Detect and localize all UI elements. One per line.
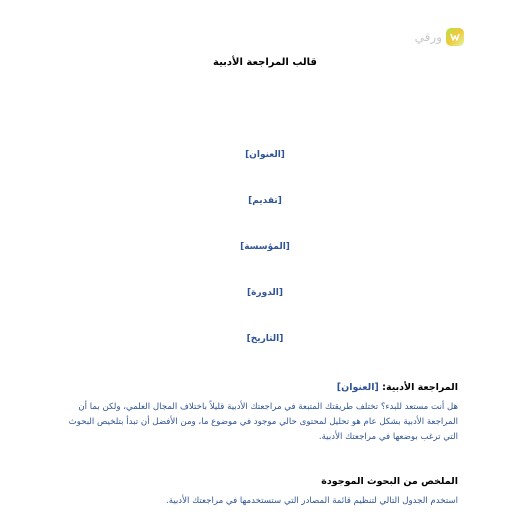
- logo-text: ورقي: [414, 30, 442, 44]
- submission-field[interactable]: [تقديم]: [248, 196, 282, 206]
- summary-heading: الملخص من البحوث الموجودة: [321, 476, 458, 487]
- literature-review-label: المراجعة الأدبية:: [382, 382, 458, 393]
- waraqi-logo-icon: [446, 28, 464, 46]
- document-title: قالب المراجعة الأدبية: [213, 57, 317, 68]
- logo: [394, 26, 464, 48]
- summary-paragraph[interactable]: استخدم الجدول التالي لتنظيم قائمة المصادر التي ستستخدمها في مراجعتك الأدبية.: [165, 496, 458, 506]
- date-field[interactable]: [التاريخ]: [246, 334, 284, 344]
- literature-review-heading: [337, 382, 458, 393]
- title-field[interactable]: [العنوان]: [245, 150, 285, 160]
- literature-review-title-field[interactable]: [العنوان]: [336, 382, 379, 393]
- course-field[interactable]: [الدورة]: [247, 288, 283, 298]
- institution-field[interactable]: [المؤسسة]: [240, 242, 290, 252]
- intro-paragraph[interactable]: هل أنت مستعد للبدء؟ تختلف طريقتك المتبعة في مراجعتك الأدبية قليلاً باختلاف المجال العلمي، ولكن بما أن المراجعة الأدبية بشكل عام هو تحليل لمحتوى حالي موجود في موضوع ما، ومن الأفضل أن تبدأ بتلخيص البحوث التي ترغب بوضعها في مراجعتك الأدبية.: [68, 402, 458, 442]
